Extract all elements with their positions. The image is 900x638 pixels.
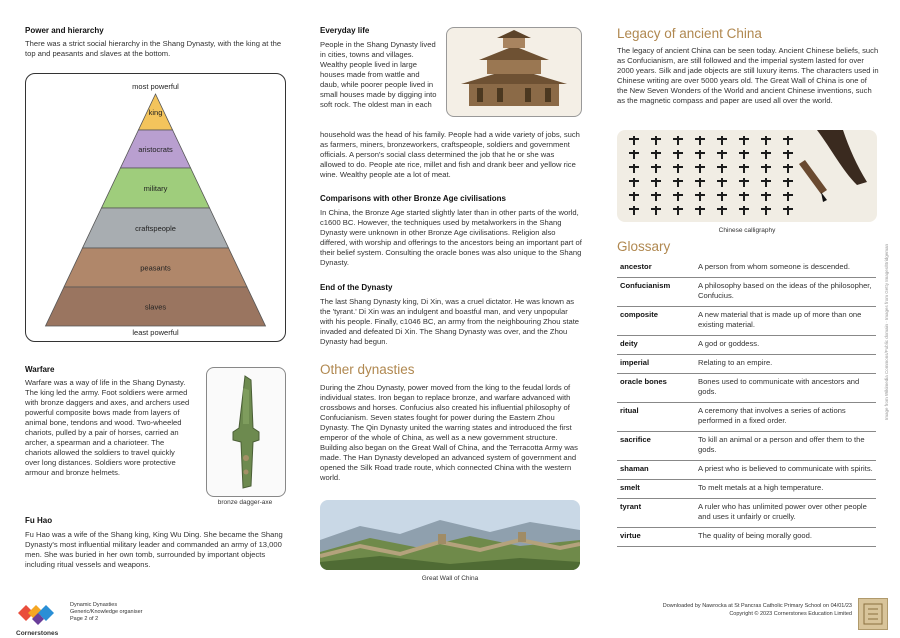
power-title: Power and hierarchy: [25, 26, 104, 35]
pyramid-level-label: aristocrats: [138, 145, 173, 154]
side-credit: Image from Wikimedia Commons/Public domain · Images from Getty Images/Bridgeman: [884, 243, 889, 420]
fuhao-title: Fu Hao: [25, 516, 53, 525]
glossary-row: [617, 336, 876, 355]
end-text: The last Shang Dynasty king, Di Xin, was a cruel dictator. He was known as the 'tyrant.' Di Xin was an indulgent and boastful man, and very unpopular with his people. Finally, c1046 BC, an army from the neighbouring Zhou state invaded and defeated Di Xin. The Shang Dynasty was over, and the Zhou Dynasty had begun.: [320, 297, 580, 346]
hierarchy-pyramid: [25, 73, 286, 342]
glossary-definition: A god or goddess.: [695, 336, 876, 355]
other-dynasties-title: Other dynasties: [320, 362, 415, 377]
glossary-row: [617, 480, 876, 499]
end-title: End of the Dynasty: [320, 283, 393, 292]
dagger-axe-icon: [207, 368, 285, 496]
glossary-term: ritual: [617, 403, 695, 432]
glossary-term: Confucianism: [617, 278, 695, 307]
glossary-definition: A ruler who has unlimited power over other people and uses it unfairly or cruelly.: [695, 499, 876, 528]
pyramid-level-label: military: [143, 184, 168, 193]
glossary-term: composite: [617, 307, 695, 336]
glossary-term: imperial: [617, 355, 695, 374]
shang-house-image: [446, 27, 582, 117]
glossary-definition: The quality of being morally good.: [695, 528, 876, 547]
glossary-table: [617, 259, 876, 547]
calligraphy-caption: Chinese calligraphy: [718, 227, 776, 234]
glossary-row: [617, 355, 876, 374]
logo-text: Cornerstones: [16, 630, 59, 637]
fuhao-text: Fu Hao was a wife of the Shang king, King Wu Ding. She became the Shang Dynasty's most influential military leader and commanded an army of 13,000 men. She was buried in her own tomb, surrounded by important objects including ritual vessels and weapons.: [25, 530, 283, 569]
bronze-text: In China, the Bronze Age started slightly later than in other parts of the world, c1600 BC. However, the techniques used by metalworkers in the Shang Dynasty were unknown in other Bronze Age civilisations. Religion also differed, with worship and offerings to the ancestors being an important part of their belief system. Consulting the oracle bones was also unique to the Shang Dynasty.: [320, 208, 582, 267]
footer-line2: Generic/Knowledge organiser: [70, 609, 143, 615]
glossary-row: [617, 374, 876, 403]
footer-line1: Dynamic Dynasties: [70, 602, 118, 608]
glossary-term: sacrifice: [617, 432, 695, 461]
seal-image: [858, 598, 888, 630]
footer-line3: Page 2 of 2: [70, 616, 99, 622]
glossary-term: deity: [617, 336, 695, 355]
glossary-title: Glossary: [617, 239, 671, 254]
cornerstones-logo-icon: [16, 599, 60, 625]
house-model-icon: [447, 28, 581, 116]
glossary-row: [617, 528, 876, 547]
glossary-definition: A new material that is made up of more than one existing material.: [695, 307, 876, 336]
glossary-term: virtue: [617, 528, 695, 547]
glossary-definition: Bones used to communicate with ancestors and gods.: [695, 374, 876, 403]
glossary-term: ancestor: [617, 259, 695, 278]
glossary-definition: A philosophy based on the ideas of the philosopher, Confucius.: [695, 278, 876, 307]
glossary-row: [617, 259, 876, 278]
glossary-row: [617, 307, 876, 336]
glossary-definition: Relating to an empire.: [695, 355, 876, 374]
pyramid-level-label: craftspeople: [135, 224, 176, 233]
cornerstones-logo: [16, 599, 60, 635]
seal-icon: [859, 599, 887, 629]
dagger-caption: bronze dagger-axe: [217, 499, 273, 506]
glossary-definition: A priest who is believed to communicate with spirits.: [695, 461, 876, 480]
glossary-definition: To melt metals at a high temperature.: [695, 480, 876, 499]
legacy-text: The legacy of ancient China can be seen today. Ancient Chinese beliefs, such as Confucianism, are still followed and the imperial system lasted for over 2000 years. Silk and jade objects are still luxury items. The characters used in Chinese writing are over 5000 years old. The Great Wall of China is one of the New Seven Wonders of the World and ancient Chinese inventions, such as the magnetic compass and paper are used all over the world.: [617, 46, 879, 105]
great-wall-icon: [320, 500, 580, 570]
legacy-title: Legacy of ancient China: [617, 26, 762, 41]
footer-download: Downloaded by Nawrocka at St Pancras Catholic Primary School on 04/01/23: [662, 603, 852, 609]
glossary-row: [617, 278, 876, 307]
glossary-row: [617, 432, 876, 461]
pyramid-level-label: slaves: [144, 302, 167, 312]
pyramid-level-label: king: [148, 108, 163, 117]
great-wall-image: [320, 500, 580, 570]
glossary-row: [617, 403, 876, 432]
glossary-term: tyrant: [617, 499, 695, 528]
pyramid-level-label: peasants: [140, 263, 171, 273]
pyramid-graphic: [26, 74, 285, 341]
other-dynasties-text: During the Zhou Dynasty, power moved from the king to the feudal lords of individual states. Iron began to replace bronze, and warfare advanced with crossbows and horses. Confucius also created his influential philosophy of Confucianism. Seven states fought for power during the Eastern Zhou Dynasty. The Qin Dynasty united the warring states and introduced the first emperor of the whole of China, as well as a new government structure. Building also began on the Great Wall of China, and the Terracotta Army was made. The Han Dynasty developed an advanced system of government and opened the Silk Road trade route, which connected China with the western world.: [320, 383, 578, 482]
calligraphy-image: [617, 130, 877, 222]
glossary-term: smelt: [617, 480, 695, 499]
warfare-title: Warfare: [25, 365, 55, 374]
bronze-title: Comparisons with other Bronze Age civilisations: [320, 194, 506, 203]
everyday-text-b: household was the head of his family. People had a wide variety of jobs, such as farmers, miners, bronzeworkers, craftspeople, soldiers and government officials. A person's social class determined the job that he or she was allowed to do. People ate rice, millet and fish and drank beer and yellow rice wine. Wealthy people ate a lot of meat.: [320, 130, 580, 179]
wall-caption: Great Wall of China: [421, 575, 479, 582]
dagger-axe-image: [206, 367, 286, 497]
footer-copyright: Copyright © 2023 Cornerstones Education Limited: [729, 611, 852, 617]
everyday-title: Everyday life: [320, 26, 370, 35]
glossary-term: oracle bones: [617, 374, 695, 403]
glossary-definition: A person from whom someone is descended.: [695, 259, 876, 278]
everyday-text-a: People in the Shang Dynasty lived in cities, towns and villages. Wealthy people lived in large houses made from wattle and daub, while poorer people lived in small houses made by digging into soft rock. The oldest man in each: [320, 40, 437, 109]
pyramid-top-label: most powerful: [132, 82, 179, 91]
glossary-definition: To kill an animal or a person and offer them to the gods.: [695, 432, 876, 461]
warfare-text: Warfare was a way of life in the Shang Dynasty. The king led the army. Foot soldiers were armed with bronze daggers and axes, and archers used powerful composite bows made from layers of animal bone, tendons and wood. Two-wheeled chariots, pulled by a pair of horses, carried an archer, a spearman and a charioteer. The chariots allowed the soldiers to travel quickly over long distances. Soldiers wore protective armour and bronze helmets.: [25, 378, 190, 477]
glossary-row: [617, 461, 876, 480]
glossary-definition: A ceremony that involves a series of actions performed in a fixed order.: [695, 403, 876, 432]
glossary-term: shaman: [617, 461, 695, 480]
footer: [0, 597, 900, 638]
glossary-row: [617, 499, 876, 528]
calligraphy-icon: [617, 130, 877, 222]
pyramid-bottom-label: least powerful: [132, 328, 179, 337]
power-text: There was a strict social hierarchy in the Shang Dynasty, with the king at the top and peasants and slaves at the bottom.: [25, 39, 282, 58]
